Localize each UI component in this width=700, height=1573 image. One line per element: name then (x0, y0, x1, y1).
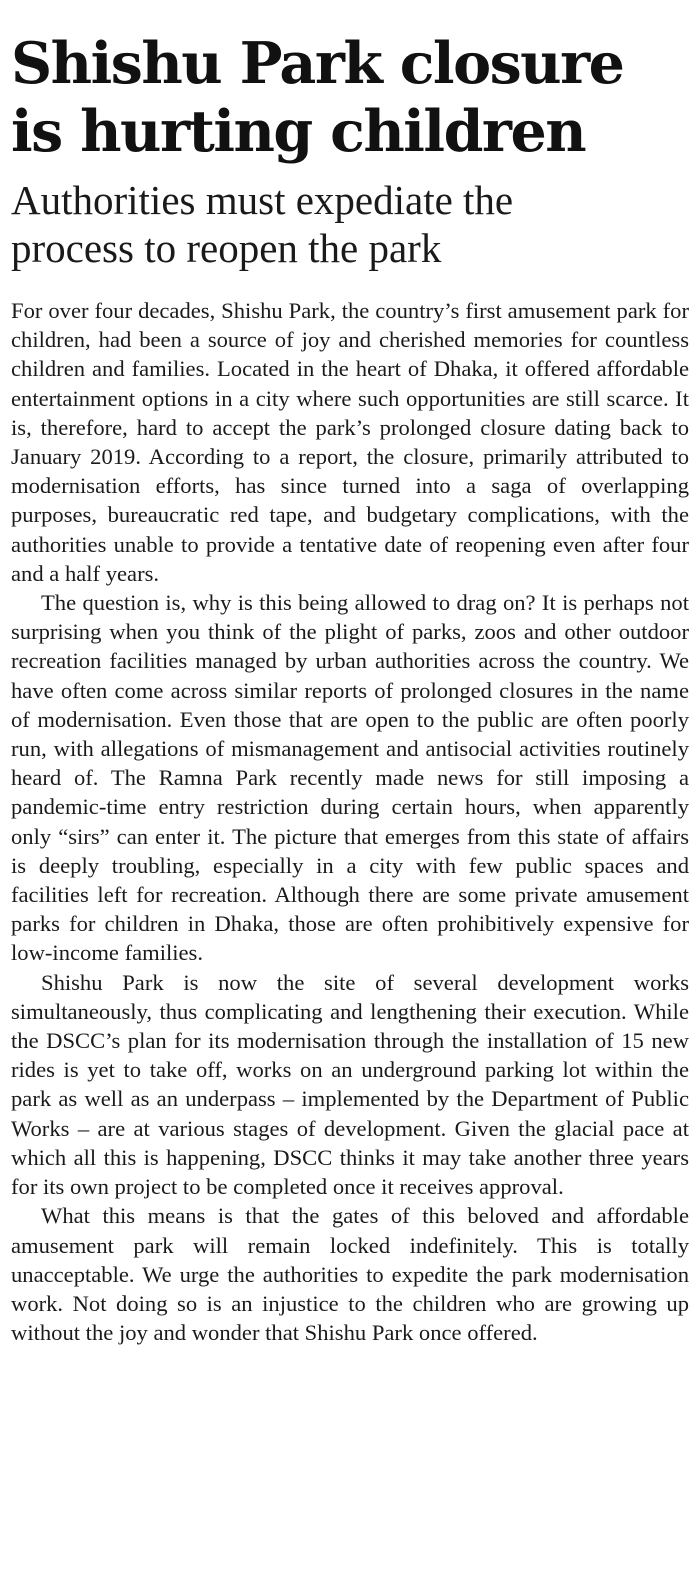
paragraph-2: The question is, why is this being allowed to drag on? It is perhaps not surprising when you think of the plight of parks, zoos and other outdoor recreation facilities managed by urban authorities across the country. We have often come across similar reports of prolonged closures in the name of modernisation. Even those that are open to the public are often poorly run, with allegations of mismanagement and antisocial activities routinely heard of. The Ramna Park recently made news for still imposing a pandemic-time entry restriction during certain hours, when apparently only “sirs” can enter it. The picture that emerges from this state of affairs is deeply troubling, especially in a city with few public spaces and facilities left for recreation. Although there are some private amusement parks for children in Dhaka, those are often prohibitively expensive for low-income families. (11, 590, 689, 966)
subheadline-line-2: process to reopen the park (11, 225, 442, 271)
paragraph-3: Shishu Park is now the site of several development works simultaneously, thus complicating and lengthening their execution. While the DSCC’s plan for its modernisation through the installation of 15 new rides is yet to take off, works on an underground parking lot within the park as well as an underpass – implemented by the Department of Public Works – are at various stages of development. Given the glacial pace at which all this is happening, DSCC thinks it may take another three years for its own project to be completed once it receives approval. (11, 969, 689, 1200)
subheadline (11, 176, 689, 272)
headline-line-1: Shishu Park closure (11, 30, 624, 97)
headline-line-2: is hurting children (11, 98, 586, 165)
headline (11, 0, 689, 166)
subheadline-line-1: Authorities must expediate the (11, 177, 514, 223)
paragraph-1: For over four decades, Shishu Park, the country’s first amusement park for children, had been a source of joy and cherished memories for countless children and families. Located in the heart of Dhaka, it offered affordable entertainment options in a city where such opportunities are still scarce. It is, therefore, hard to accept the park’s prolonged closure dating back to January 2019. According to a report, the closure, primarily attributed to modernisation efforts, has since turned into a saga of overlapping purposes, bureaucratic red tape, and budgetary complications, with the authorities unable to provide a tentative date of reopening even after four and a half years. (11, 298, 689, 586)
paragraph-4: What this means is that the gates of this beloved and affordable amusement park will remain locked indefinitely. This is totally unacceptable. We urge the authorities to expedite the park modernisation work. Not doing so is an injustice to the children who are growing up without the joy and wonder that Shishu Park once offered. (11, 1203, 689, 1346)
article-body (11, 296, 689, 1347)
